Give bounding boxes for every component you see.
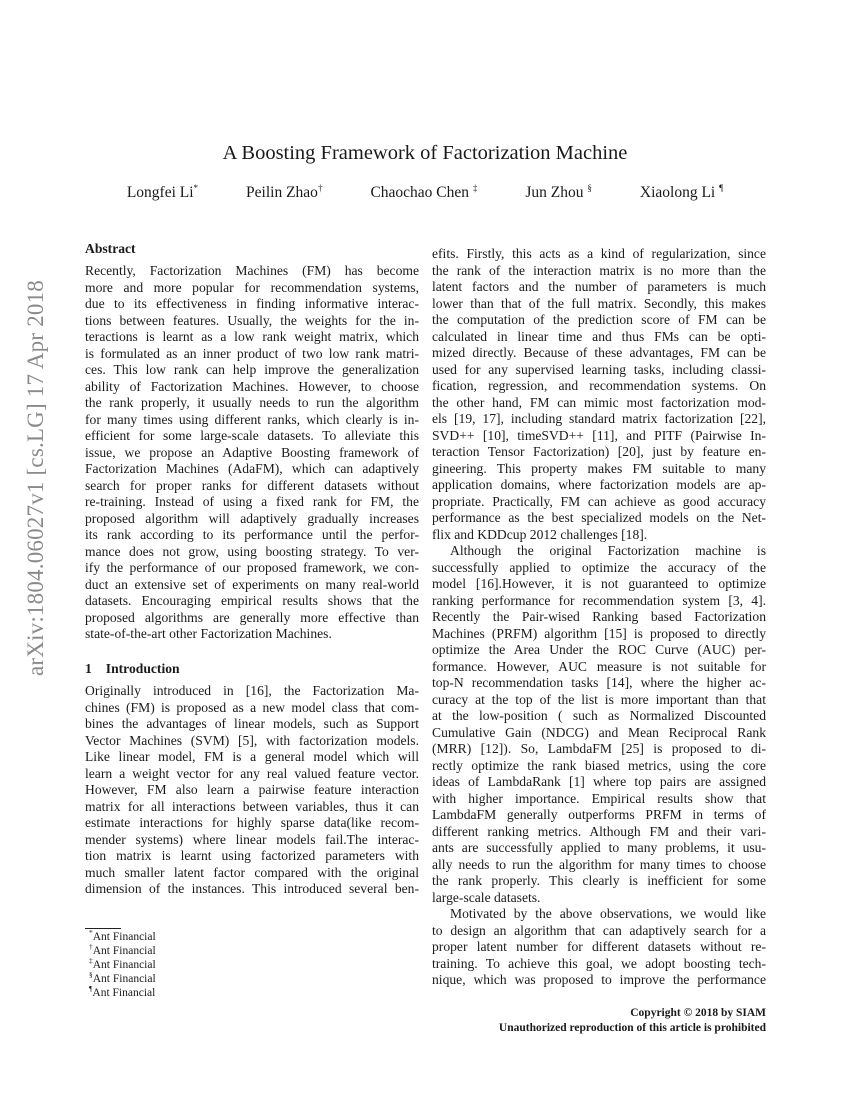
author	[370, 183, 477, 202]
footnotes	[89, 926, 156, 999]
text-line: Vector Machines (SVM) [5], with factorization models.	[85, 732, 419, 748]
footnote-mark: ¶	[89, 984, 93, 993]
text-line: state-of-the-art other Factorization Machines.	[85, 626, 332, 641]
introduction-right-column	[432, 246, 766, 989]
text-line: proposed algorithm will adaptively gradually increases	[85, 510, 419, 526]
author-name: Chaochao Chen	[370, 184, 470, 202]
author-footnote-mark: ¶	[719, 183, 724, 193]
text-line: optimize the Area Under the ROC Curve (AUC) per-	[432, 642, 766, 657]
footnote-mark: ‡	[89, 956, 93, 965]
text-line: proper latent number for different datasets without re-	[432, 939, 766, 954]
text-line: tions between features. Usually, the weights for the in-	[85, 312, 419, 328]
text-line: much smaller latent factor compared with the original	[85, 864, 419, 880]
text-line: (MRR) [12]). So, LambdaFM [25] is proposed to di-	[432, 741, 766, 756]
text-line: formance. However, AUC measure is not suitable for	[432, 658, 766, 674]
text-line: efits. Firstly, this acts as a kind of regularization, since	[432, 246, 766, 261]
footnote-text: Ant Financial	[92, 944, 156, 957]
text-line: teraction Tensor Factorization) [20], just by feature en-	[432, 444, 766, 459]
text-line: bines the advantages of linear models, such as Support	[85, 716, 419, 731]
author-name: Longfei Li	[126, 184, 194, 202]
introduction-left-column	[85, 683, 419, 898]
text-line: teractions is learnt as a low rank weight matrix, which	[85, 329, 419, 344]
text-line: However, FM also learn a pairwise feature interaction	[85, 782, 419, 797]
author-footnote-mark: ‡	[472, 183, 478, 193]
author	[127, 183, 198, 202]
text-line: Like linear model, FM is a general model which will	[85, 749, 419, 764]
author-footnote-mark: †	[317, 183, 323, 193]
text-line: more and more popular for recommendation systems,	[85, 279, 419, 295]
text-line: efficient for some large-scale datasets. To alleviate this	[85, 428, 419, 443]
text-line: ify the performance of our proposed framework, we con-	[85, 560, 419, 575]
footnote	[89, 940, 156, 957]
footnote-text: Ant Financial	[92, 958, 156, 971]
text-line: at the low-position ( such as Normalized Discounted	[432, 708, 766, 723]
footnote	[89, 968, 156, 985]
text-line: training. To achieve this goal, we adopt boosting tech-	[432, 955, 766, 971]
footnote	[89, 982, 156, 999]
footnote-mark: †	[89, 942, 93, 951]
author-name: Peilin Zhao	[246, 184, 318, 202]
author	[640, 183, 723, 202]
text-line: Recently, Factorization Machines (FM) has become	[85, 263, 419, 278]
text-line: due to its effectiveness in finding informative interac-	[85, 296, 419, 311]
text-line: duct an extensive set of experiments on many real-world	[85, 576, 419, 592]
text-line: to design an algorithm that can adaptively search for a	[432, 922, 766, 938]
footnote-text: Ant Financial	[92, 972, 156, 985]
text-line: performance as the best specialized models on the Net-	[432, 510, 766, 525]
author	[246, 183, 322, 202]
copyright-notice	[499, 1006, 766, 1036]
text-line: Motivated by the above observations, we would like	[450, 906, 766, 921]
text-line: flix and KDDcup 2012 challenges [18].	[432, 526, 648, 542]
arxiv-identifier-stamp: arXiv:1804.06027v1 [cs.LG] 17 Apr 2018	[23, 280, 48, 676]
author-list	[0, 183, 850, 202]
text-line: ally needs to run the algorithm for many times to choose	[432, 856, 766, 872]
text-line: propriate. Practically, FM can achieve as good accuracy	[432, 493, 766, 509]
footnote-mark: §	[89, 970, 93, 979]
text-line: lower than that of the full matrix. Secondly, this makes	[432, 295, 766, 311]
text-line: nique, which was proposed to improve the performance	[432, 972, 766, 987]
text-line: the rank properly, it usually needs to run the algorithm	[85, 395, 419, 410]
text-line: for many times using different ranks, which clearly is in-	[85, 411, 419, 427]
text-line: application domains, where factorization models are ap-	[432, 477, 766, 492]
text-line: ants are successfully applied to many problems, it usu-	[432, 840, 766, 855]
text-line: Recently the Pair-wised Ranking based Factorization	[432, 609, 766, 624]
text-line: proposed algorithms are generally more effective than	[85, 609, 419, 625]
text-line: the computation of the prediction score of FM can be	[432, 312, 766, 327]
text-line: dimension of the instances. This introduced several ben-	[85, 881, 419, 896]
text-line: datasets. Encouraging empirical results shows that the	[85, 593, 419, 608]
footnote-text: Ant Financial	[92, 986, 156, 999]
text-line: model [16].However, it is not guaranteed to optimize	[432, 576, 766, 591]
text-line: different ranking metrics. Although FM and their vari-	[432, 823, 766, 839]
text-line: successfully applied to optimize the accuracy of the	[432, 559, 766, 575]
author-name: Jun Zhou	[525, 184, 584, 202]
text-line: estimate interactions for highly sparse data(like recom-	[85, 815, 419, 830]
reproduction-notice: Unauthorized reproduction of this article is prohibited	[498, 1022, 766, 1034]
text-line: issue, we propose an Adaptive Boosting framework of	[85, 444, 419, 460]
copyright-line: Copyright © 2018 by SIAM	[630, 1007, 766, 1019]
section-number: 1	[85, 661, 92, 676]
text-line: curacy at the top of the list is more important than that	[432, 691, 766, 707]
text-line: mized directly. Because of these advantages, FM can be	[432, 345, 766, 360]
text-line: rectly optimize the rank biased metrics, using the core	[432, 757, 766, 773]
text-line: els [19, 17], including standard matrix factorization [22],	[432, 411, 766, 426]
text-line: calculated in linear time and thus FMs can be opti-	[432, 328, 766, 344]
text-line: LambdaFM generally outperforms PRFM in terms of	[432, 807, 766, 822]
paper-title: A Boosting Framework of Factorization Machine	[222, 142, 628, 164]
text-line: top-N recommendation tasks [14], where the higher ac-	[432, 675, 766, 690]
text-line: mance does not grow, using boosting strategy. To ver-	[85, 543, 419, 559]
text-line: tion matrix is learnt using factorized parameters with	[85, 848, 419, 863]
section-heading-introduction	[85, 660, 180, 678]
text-line: Originally introduced in [16], the Factorization Ma-	[85, 683, 419, 698]
abstract-heading: Abstract	[85, 241, 136, 256]
text-line: the rank of the interaction matrix is no more than the	[432, 262, 766, 278]
text-line: ranking performance for recommendation system [3, 4].	[432, 592, 766, 608]
text-line: matrix for all interactions between variables, thus it can	[85, 798, 419, 814]
footnote	[89, 954, 156, 971]
text-line: learn a weight vector for any real valued feature vector.	[85, 765, 419, 781]
text-line: Factorization Machines (AdaFM), which can adaptively	[85, 461, 419, 476]
text-line: is formulated as an inner product of two low rank matri-	[85, 345, 419, 361]
text-line: with higher importance. Empirical results show that	[432, 790, 766, 806]
text-line: search for proper ranks for different datasets without	[85, 477, 419, 493]
text-line: mender systems) where linear models fail.The interac-	[85, 831, 419, 847]
text-line: fication, regression, and recommendation systems. On	[432, 378, 766, 393]
text-line: ideas of LambdaRank [1] where top pairs are assigned	[432, 774, 766, 789]
text-line: re-training. Instead of using a fixed rank for FM, the	[85, 494, 419, 509]
footnote	[89, 926, 156, 943]
text-line: ces. This low rank can help improve the generalization	[85, 362, 419, 377]
text-line: its rank according to its performance until the perfor-	[85, 527, 419, 542]
text-line: large-scale datasets.	[432, 889, 541, 905]
text-line: SVD++ [10], timeSVD++ [11], and PITF (Pairwise In-	[432, 427, 766, 443]
text-line: gineering. This property makes FM suitable to many	[432, 460, 766, 476]
text-line: the other hand, FM can mimic most factorization mod-	[432, 394, 766, 410]
text-line: chines (FM) is proposed as a new model class that com-	[85, 699, 419, 715]
abstract-body	[85, 263, 419, 643]
author-name: Xiaolong Li	[639, 184, 716, 202]
text-line: used for any supervised learning tasks, including classi-	[432, 361, 766, 377]
text-line: the rank properly. This clearly is inefficient for some	[432, 873, 766, 888]
text-line: latent factors and the number of parameters is much	[432, 279, 766, 294]
author-footnote-mark: §	[587, 183, 592, 193]
section-title: Introduction	[105, 661, 180, 676]
text-line: ability of Factorization Machines. However, to choose	[85, 378, 419, 394]
author	[525, 183, 592, 202]
text-line: Machines (PRFM) algorithm [15] is proposed to directly	[432, 625, 766, 641]
footnote-mark: *	[89, 928, 93, 937]
footnote-text: Ant Financial	[92, 930, 156, 943]
text-line: Cumulative Gain (NDCG) and Mean Reciprocal Rank	[432, 724, 766, 740]
text-line: Although the original Factorization machine is	[450, 543, 766, 558]
author-footnote-mark: *	[193, 183, 199, 193]
